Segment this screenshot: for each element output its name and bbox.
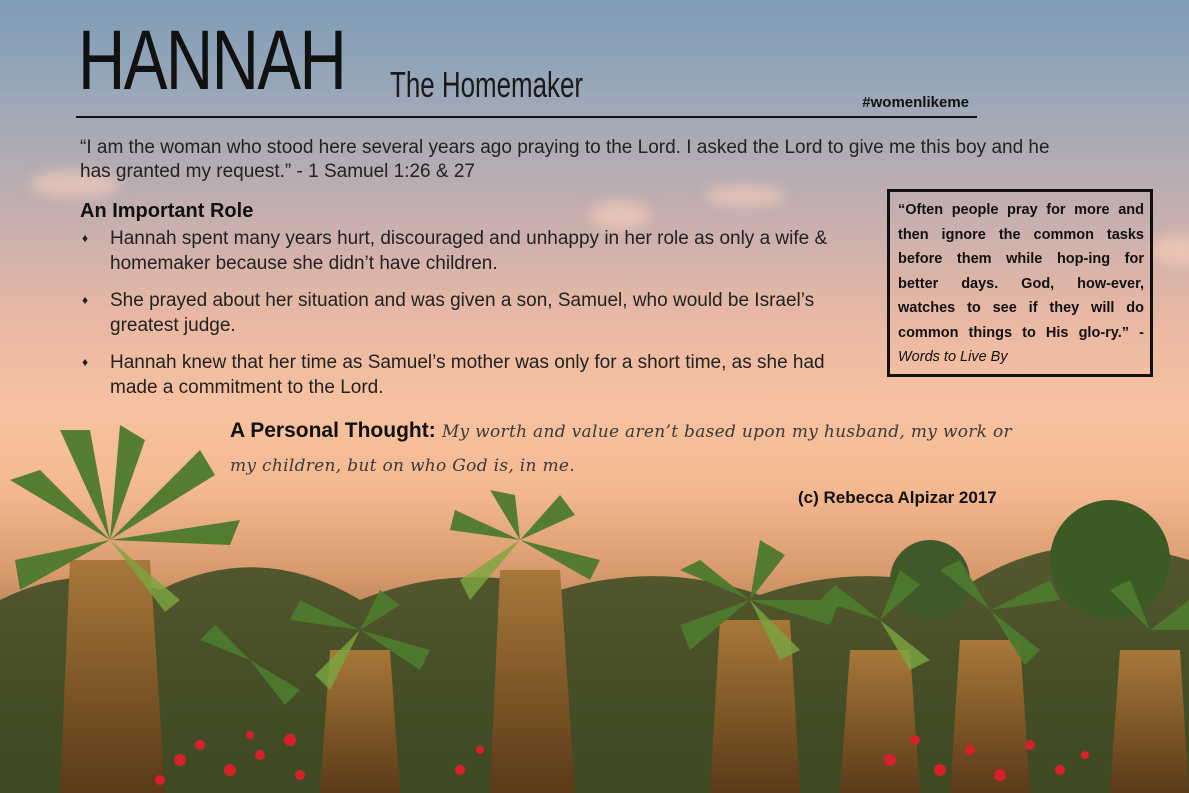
personal-thought <box>230 414 1030 482</box>
bullet-text: Hannah spent many years hurt, discouraged and unhappy in her role as only a wife & homemaker because she didn’t have children. <box>110 228 828 274</box>
list-item <box>80 350 865 400</box>
quote-box-text: “Often people pray for more and then ignore the common tasks before them while hop-ing for better days. God, how-ever, watches to see if they will do common things to His glo-ry.” - <box>898 202 1144 341</box>
bullet-text: Hannah knew that her time as Samuel’s mother was only for a short time, as she had made a commitment to the Lord. <box>110 352 825 398</box>
list-item <box>80 226 865 276</box>
list-item <box>80 288 865 338</box>
bullet-list <box>80 226 865 412</box>
quote-box <box>887 189 1153 377</box>
diamond-bullet-icon: ♦ <box>82 293 89 307</box>
diamond-bullet-icon: ♦ <box>82 231 89 245</box>
copyright: (c) Rebecca Alpizar 2017 <box>798 488 997 507</box>
quote-box-citation: Words to Live By <box>898 349 1008 365</box>
diamond-bullet-icon: ♦ <box>82 355 89 369</box>
page-title: HANNAH <box>78 13 346 107</box>
personal-thought-text: My worth and value aren’t based upon my husband, my work or my children, but on who God is, in me. <box>230 422 1012 476</box>
page-subtitle: The Homemaker <box>390 64 584 105</box>
personal-thought-label: A Personal Thought: <box>230 419 436 442</box>
hashtag: #womenlikeme <box>862 94 969 111</box>
section-heading: An Important Role <box>80 200 254 222</box>
bullet-text: She prayed about her situation and was given a son, Samuel, who would be Israel’s greatest judge. <box>110 290 815 336</box>
title-divider <box>76 116 977 118</box>
scripture-quote: “I am the woman who stood here several years ago praying to the Lord. I asked the Lord to give me this boy and he has granted my request.” - 1 Samuel 1:26 & 27 <box>80 137 1050 182</box>
